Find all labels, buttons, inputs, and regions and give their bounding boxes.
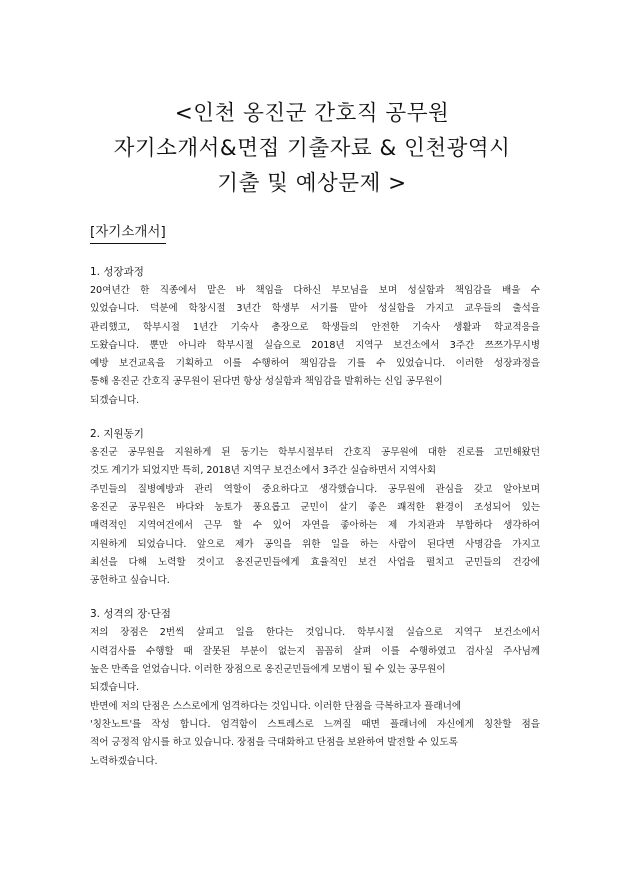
paragraph-line: 되겠습니다. [90,394,140,406]
paragraph-line: 것도 계기가 되었지만 특히, 2018년 지역구 보건소에서 3주간 실습하면서 지역사회 [90,465,437,477]
section-heading: 1. 성장과정 [90,266,144,278]
section-motivation [90,426,540,590]
paragraph-line: '칭찬노트'를 작성 합니다. 엄격함이 스트레스로 느껴질 때면 플래너에 자신에게 칭찬할 점을 [90,718,540,730]
section-heading: 2. 지원동기 [90,428,144,441]
paragraph-line: 관리했고, 학부시절 1년간 기숙사 총장으로 학생들의 안전한 기숙사 생활과 학교적응을 [90,321,540,333]
paragraph-line: 도왔습니다. 뿐만 아니라 학부시절 실습으로 2018년 지역구 보건소에서 3주간 쯔쯔가무시병 [90,339,540,351]
paragraph-line: 옹진군 공무원은 바다와 농토가 풍요롭고 군민이 살기 좋은 쾌적한 환경이 조성되어 있는 [90,501,540,513]
paragraph-line: 높은 만족을 얻었습니다. 이러한 장점으로 옹진군민들에게 모범이 될 수 있는 공무원이 [90,664,446,676]
paragraph-line: 20여년간 한 직종에서 맡은 바 책임을 다하신 부모님을 보며 성실함과 책임감을 배울 수 [90,285,540,296]
paragraph-line: 시력검사를 수행할 때 잘못된 부분이 없는지 꼼꼼히 살펴 이를 수행하였고 검사실 주사님께 [90,645,540,657]
paragraph-line: 공헌하고 싶습니다. [90,575,170,587]
title-line-2: 자기소개서&면접 기출자료 & 인천광역시 [113,136,511,161]
section-growth [90,264,540,410]
title-line-1: <인천 옹진군 간호직 공무원 [174,101,450,126]
paragraph-line: 매력적인 지역여건에서 근무 할 수 있어 자연을 좋아하는 제 가치관과 부합하다 생각하여 [90,520,540,532]
document-title [0,96,624,201]
paragraph-line: 저의 장점은 2번씩 살피고 일을 한다는 것입니다. 학부시절 실습으로 지역구 보건소에서 [90,627,540,639]
paragraph-line: 되겠습니다. [90,682,140,694]
paragraph-line: 옹진군 공무원을 지원하게 된 동기는 학부시절부터 간호직 공무원에 대한 진로를 고민해왔던 [90,447,540,459]
paragraph-line: 최선을 다해 노력할 것이고 옹진군민들에게 효율적인 보건 사업을 펼치고 군민들의 건강에 [90,556,540,568]
paragraph-line: 적어 긍정적 암시를 하고 있습니다. 장점을 극대화하고 단점을 보완하여 발전할 수 있도록 [90,737,458,749]
paragraph-line: 예방 보건교육을 기획하고 이를 수행하여 책임감을 기를 수 있었습니다. 이러한 성장과정을 [90,358,540,370]
paragraph-line: 주민들의 질병예방과 관리 역할이 중요하다고 생각했습니다. 공무원에 관심을 갖고 알아보며 [90,483,540,495]
paragraph-line: 있었습니다. 덕분에 학창시절 3년간 학생부 서기를 맡아 성실함을 가지고 교우들의 출석을 [90,303,540,315]
paragraph-line: 노력하겠습니다. [90,755,158,767]
title-line-3: 기출 및 예상문제 > [217,171,407,196]
section-heading: 3. 성격의 장·단점 [90,608,171,621]
section-label: [자기소개서] [90,223,166,244]
paragraph-line: 통해 옹진군 간호직 공무원이 된다면 항상 성실함과 책임감을 발휘하는 신입 공무원이 [90,376,443,388]
paragraph-line: 지원하게 되었습니다. 앞으로 제가 공익을 위한 일을 하는 사람이 된다면 사명감을 가지고 [90,538,540,550]
paragraph-line: 반면에 저의 단점은 스스로에게 엄격하다는 것입니다. 이러한 단점을 극복하고자 플래너에 [90,700,462,712]
section-personality [90,606,540,770]
document-body [90,221,540,771]
